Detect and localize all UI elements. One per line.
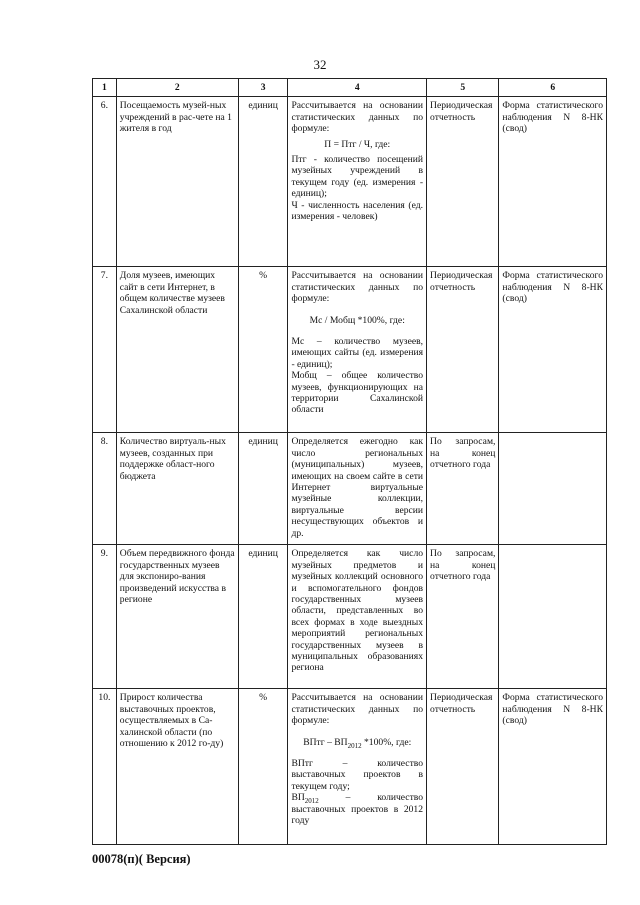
method-definition [291,792,423,826]
table-row [93,97,607,267]
indicator-name: Количество виртуаль-ных музеев, созданных при поддержке област-ного бюджета [116,433,238,545]
unit: % [238,267,288,433]
table-row [93,433,607,545]
formula-subscript: 2012 [347,741,362,750]
row-number: 6. [93,97,117,267]
header-cell: 1 [93,79,117,97]
table-row [93,545,607,689]
header-cell: 2 [116,79,238,97]
indicator-name: Прирост количества выставочных проектов, осуществляемых в Са-халинской области (по отношению к 2012 го-ду) [116,689,238,845]
row-number: 9. [93,545,117,689]
data-source: Форма статистического наблюдения N 8-НК (свод) [499,689,607,845]
row-number: 10. [93,689,117,845]
data-source: Форма статистического наблюдения N 8-НК (свод) [499,97,607,267]
header-cell: 4 [288,79,427,97]
method-intro: Рассчитывается на основании статистических данных по формуле: [291,270,424,305]
data-source [499,545,607,689]
header-cell: 6 [499,79,607,97]
table-header-row [93,79,607,97]
periodicity: Периодическая отчетность [427,97,499,267]
unit: единиц [238,545,288,689]
method-definition: ВПтг – количество выставочных проектов в текущем году; [291,758,424,792]
periodicity: По запросам, на конец отчетного года [427,545,499,689]
definition-part: – количество выставочных проектов в 2012 году [291,792,424,827]
method-definition: Ч - численность населения (ед. измерения - человек) [291,199,424,223]
definition-subscript: 2012 [304,797,319,806]
header-cell: 5 [427,79,499,97]
periodicity: По запросам, на конец отчетного года [427,433,499,545]
row-number: 7. [93,267,117,433]
indicator-name: Доля музеев, имеющих сайт в сети Интернет, в общем количестве музеев Сахалинской области [116,267,238,433]
unit: % [238,689,288,845]
formula-part: ВПтг – ВП [303,736,348,748]
unit: единиц [238,433,288,545]
calculation-method: Определяется ежегодно как число региональных (муниципальных) музеев, имеющих на своем сайте в сети Интернет виртуальные музейные коллекции, виртуальные версии несуществующих объектов и др. [288,433,427,545]
data-source [499,433,607,545]
indicator-table [92,78,607,845]
formula [291,737,423,748]
table-row [93,267,607,433]
method-intro: Рассчитывается на основании статистических данных по формуле: [291,692,424,727]
data-source: Форма статистического наблюдения N 8-НК (свод) [499,267,607,433]
periodicity: Периодическая отчетность [427,689,499,845]
formula: Мс / Мобщ *100%, где: [309,314,405,326]
table-row [93,689,607,845]
calculation-method [288,689,427,845]
indicator-name: Посещаемость музей-ных учреждений в рас-чете на 1 жителя в год [116,97,238,267]
calculation-method [288,267,427,433]
periodicity: Периодическая отчетность [427,267,499,433]
header-cell: 3 [238,79,288,97]
formula-part: *100%, где: [361,736,412,748]
method-definition: Птг - количество посещений музейных учреждений в текущем году (ед. измерения - единиц); [291,154,424,200]
unit: единиц [238,97,288,267]
page-number: 32 [313,57,327,72]
method-definition: Мс – количество музеев, имеющих сайты (ед. измерения - единиц); [291,336,424,370]
row-number: 8. [93,433,117,545]
formula: П = Птг / Ч, где: [324,138,391,150]
method-intro: Рассчитывается на основании статистических данных по формуле: [291,100,424,135]
calculation-method: Определяется как число музейных предметов и музейных коллекций основного и вспомогательного фондов государственных музеев области, представленных во всех формах в ходе выездных мероприятий региональных государственных музеев в муниципальных образованиях региона [288,545,427,689]
calculation-method [288,97,427,267]
indicator-name: Объем передвижного фонда государственных музеев для экспониро-вания произведений искусства в регионе [116,545,238,689]
method-definition: Мобщ – общее количество музеев, функционирующих на территории Сахалинской области [291,370,424,416]
definition-part: ВП [291,792,305,804]
document-footer: 00078(п)( Версия) [92,852,191,866]
